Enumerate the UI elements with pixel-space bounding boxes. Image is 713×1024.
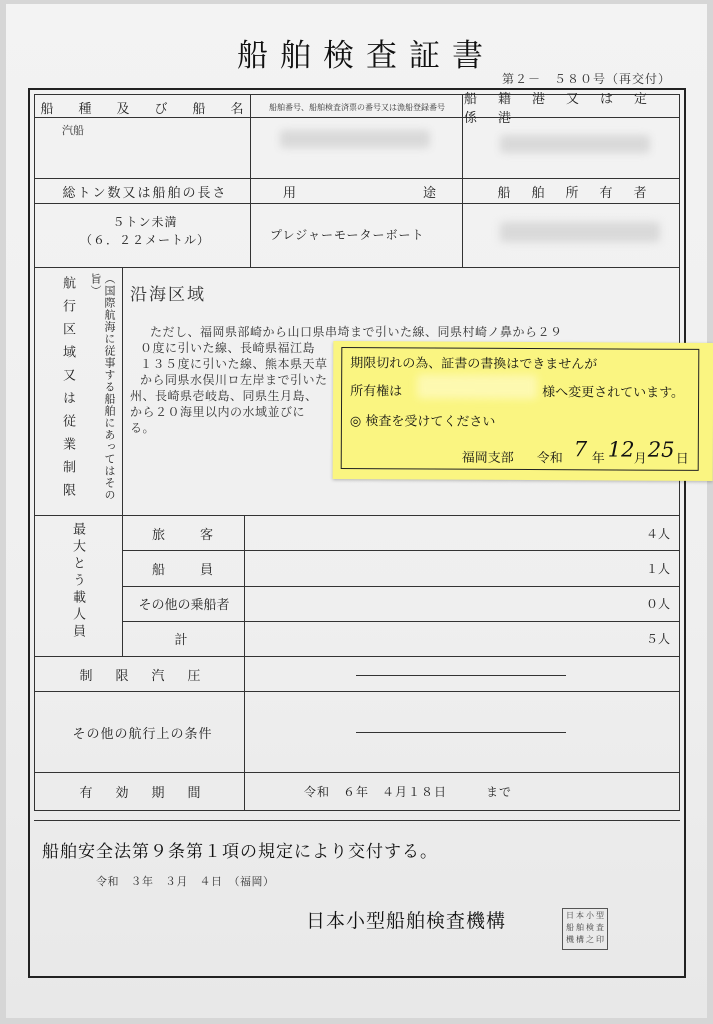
navigation-text-line: １３５度に引いた線、熊本県天草 <box>140 357 328 371</box>
sticky-hand-month: 12 <box>607 437 635 462</box>
crew-label: 船 員 <box>151 563 216 578</box>
divider <box>34 267 680 268</box>
divider <box>250 94 251 267</box>
navigation-text-line: る。 <box>130 421 156 435</box>
redacted-ship-number <box>280 130 430 148</box>
sticky-branch: 福岡支部 <box>461 450 514 466</box>
ship-number-header: 船舶番号、船舶検査済票の番号又は漁船登録番号 <box>269 102 445 112</box>
seal-character: 査 <box>596 923 604 932</box>
divider <box>34 772 680 773</box>
total-value: ５人 <box>645 632 670 646</box>
validity-label: 有 効 期 間 <box>79 786 206 801</box>
page-title: 船舶検査証書 <box>237 38 495 74</box>
length-value: （６．２２メートル） <box>79 232 210 247</box>
divider <box>34 94 35 810</box>
redacted-new-owner <box>417 374 537 399</box>
divider <box>462 94 463 267</box>
sticky-line-3: ◎ 検査を受けてください <box>349 414 496 430</box>
blank-line <box>356 732 566 733</box>
redacted-owner <box>500 222 660 242</box>
divider <box>34 691 680 692</box>
seal-character: 日 <box>566 911 574 920</box>
seal-character: 本 <box>576 911 584 920</box>
certificate-table <box>28 88 686 978</box>
navigation-text-line: から同県水俣川ロ左岸まで引いた <box>140 373 328 387</box>
divider <box>34 820 680 821</box>
seal-character: 船 <box>566 923 574 932</box>
home-port-header: 船 籍 港 又 は 定 係 港 <box>464 92 669 126</box>
seal-character: 舶 <box>576 923 584 932</box>
sticky-year-char: 年 <box>591 451 605 467</box>
tonnage-value: ５トン未満 <box>112 214 178 229</box>
divider <box>122 550 680 551</box>
seal-character: 検 <box>586 923 594 932</box>
owner-header: 船 舶 所 有 者 <box>497 185 651 201</box>
sticky-note <box>333 341 713 481</box>
divider <box>34 203 680 204</box>
navigation-area-label: 航行区域又は従業制限 <box>60 276 75 506</box>
seal-character: 之 <box>586 935 594 944</box>
navigation-text-line: ただし、福岡県部崎から山口県串埼まで引いた線、同県村崎ノ鼻から２９ <box>150 325 563 339</box>
navigation-text-line: ０度に引いた線、長崎県福江島 <box>140 341 316 355</box>
sticky-note-border <box>341 347 700 471</box>
sticky-line-2-prefix: 所有権は <box>350 384 403 400</box>
sticky-line-2-suffix: 様へ変更されています。 <box>542 385 685 401</box>
official-seal-icon <box>562 908 608 950</box>
seal-character: 小 <box>586 911 594 920</box>
other-persons-value: ０人 <box>645 597 670 611</box>
divider <box>34 178 680 179</box>
sticky-line-1: 期限切れの為、証書の書換はできませんが <box>350 356 598 373</box>
crew-value: １人 <box>645 562 670 576</box>
blank-line <box>356 675 566 676</box>
divider <box>122 267 123 656</box>
sticky-era: 令和 <box>536 451 563 467</box>
validity-value: 令和 ６年 ４月１８日 まで <box>304 785 513 799</box>
divider <box>34 810 680 811</box>
issuer-name: 日本小型船舶検査機構 <box>306 910 507 932</box>
ship-type-value: 汽船 <box>62 124 84 137</box>
navigation-text-line: から２０海里以内の水域並びに <box>130 405 306 419</box>
other-persons-label: その他の乗船者 <box>138 598 230 613</box>
divider <box>34 656 680 657</box>
navigation-area-value: 沿海区域 <box>130 285 206 305</box>
tonnage-header: 総トン数又は船舶の長さ <box>62 185 228 201</box>
certificate-number: 第２－ ５８０号（再交付） <box>501 72 671 86</box>
sticky-hand-day: 25 <box>647 437 675 462</box>
redacted-home-port <box>500 135 650 153</box>
total-label: 計 <box>174 633 194 648</box>
seal-character: 機 <box>566 935 574 944</box>
use-value: プレジャーモーターボート <box>270 227 425 242</box>
capacity-label: 最大とう載人員 <box>70 522 85 641</box>
navigation-area-note: （国際航海に従事する船舶にあってはその旨） <box>89 273 116 501</box>
seal-character: 構 <box>576 935 584 944</box>
use-header: 用 途 <box>282 185 437 201</box>
other-conditions-label: その他の航行上の条件 <box>72 726 213 742</box>
seal-character: 型 <box>596 911 604 920</box>
passengers-label: 旅 客 <box>151 528 216 543</box>
sticky-hand-year: 7 <box>573 437 588 462</box>
sticky-month-char: 月 <box>633 451 647 467</box>
passengers-value: ４人 <box>645 527 670 541</box>
seal-character: 印 <box>596 935 604 944</box>
pressure-label: 制 限 汽 圧 <box>79 669 206 684</box>
sticky-day-char: 日 <box>675 451 689 467</box>
ship-name-header: 船 種 及 び 船 名 <box>40 101 250 117</box>
issuance-statement: 船舶安全法第９条第１項の規定により交付する。 <box>42 842 438 862</box>
divider <box>34 515 680 516</box>
navigation-text-line: 州、長崎県壱岐島、同県生月島、 <box>130 389 318 403</box>
issuance-date: 令和 ３年 ３月 ４日 （福岡） <box>96 875 275 888</box>
